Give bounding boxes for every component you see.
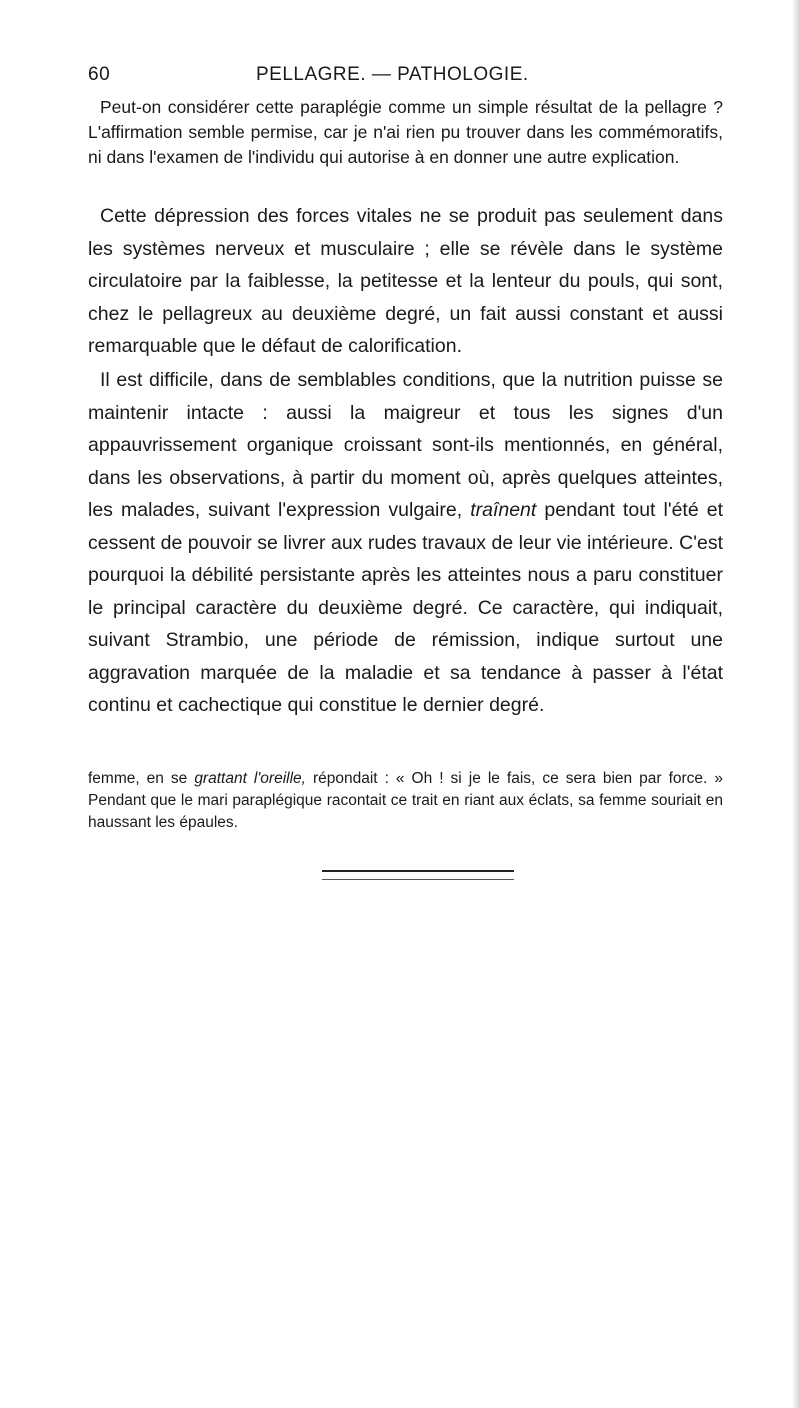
footnote-text-start: femme, en se — [88, 770, 195, 787]
running-title: PELLAGRE. — PATHOLOGIE. — [256, 64, 529, 85]
paragraph-3-text-end: pendant tout l'été et cessent de pouvoir se livrer aux rudes travaux de leur vie intérieure. C'est pourquoi la débilité persistante après les atteintes nous a paru constituer le principal caractère du deuxième degré. Ce caractère, qui indiquait, suivant Strambio, une période de rémission, indique surtout une aggravation marquée de la maladie et sa tendance à passer à l'état continu et cachectique qui constitue le dernier degré. — [88, 499, 723, 716]
paragraph-3-italic: traînent — [470, 499, 537, 521]
paragraph-3 — [88, 364, 723, 722]
page-edge-shadow — [792, 0, 800, 1408]
paragraph-2: Cette dépression des forces vitales ne se produit pas seulement dans les systèmes nerveux et musculaire ; elle se révèle dans le système circulatoire par la faiblesse, la petitesse et la lenteur du pouls, qui sont, chez le pellagreux au deuxième degré, un fait aussi constant et aussi remarquable que le défaut de calorification. — [88, 205, 723, 357]
page-header — [88, 64, 720, 90]
divider-rule — [322, 870, 514, 872]
footnote — [88, 768, 723, 834]
page-number: 60 — [88, 64, 111, 85]
footnote-italic: grattant l'oreille, — [194, 770, 306, 787]
paragraph-1: Peut-on considérer cette paraplégie comme un simple résultat de la pellagre ? L'affirmation semble permise, car je n'ai rien pu trouver dans les commémoratifs, ni dans l'examen de l'individu qui autorise à en donner une autre explication. — [88, 97, 723, 167]
paragraph-3-text-start: Il est difficile, dans de semblables conditions, que la nutrition puisse se maintenir intacte : aussi la maigreur et tous les signes d'un appauvrissement organique croissant sont-ils mentionnés, en général, dans les observations, à partir du moment où, après quelques atteintes, les malades, suivant l'expression vulgaire, — [88, 369, 723, 521]
divider-rule-lower — [322, 879, 514, 880]
footnote-text-end: répondait : « Oh ! si je le fais, ce sera bien par force. » Pendant que le mari paraplégique racontait ce trait en riant aux éclats, sa femme souriait en haussant les épaules. — [88, 770, 723, 831]
